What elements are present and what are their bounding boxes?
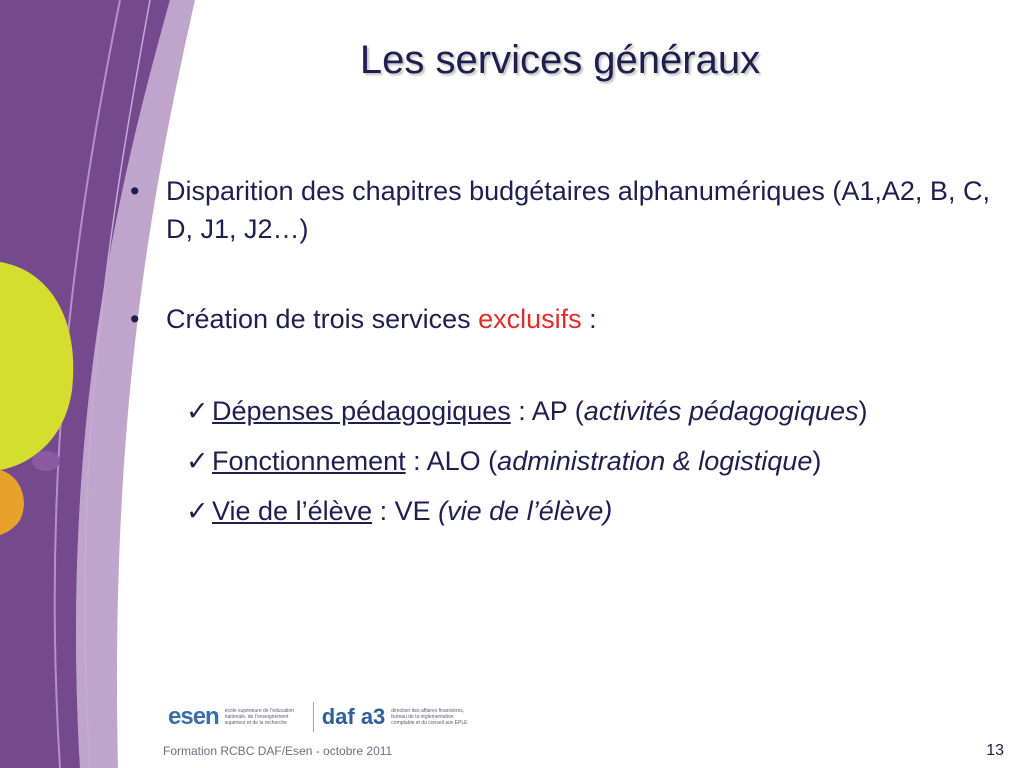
bullet-dot: • [130, 304, 140, 334]
check-icon: ✓ [186, 396, 209, 426]
footer-text: Formation RCBC DAF/Esen - octobre 2011 [163, 744, 393, 758]
purple-dot-shape [32, 451, 60, 471]
service-label: Fonctionnement [212, 446, 406, 476]
slide-title: Les services généraux [359, 38, 761, 82]
check-icon: ✓ [186, 496, 209, 526]
service-code: : VE [372, 496, 439, 526]
esen-logo: esen [168, 703, 219, 730]
bullet-text: Création de trois services [166, 304, 479, 334]
service-close: ) [858, 396, 868, 426]
service-item [130, 492, 1010, 530]
bullet-suffix: : [581, 304, 597, 334]
bullet-text: Disparition des chapitres budgétaires alphanumériques (A1,A2, B, C, D, J1, J2…) [166, 176, 990, 244]
bullet-item [130, 300, 1010, 338]
footer-logos [168, 702, 471, 732]
service-label: Dépenses pédagogiques [212, 396, 511, 426]
page-number: 13 [986, 742, 1004, 759]
bullet-item [130, 172, 1010, 248]
service-item [130, 442, 1010, 480]
service-description: (vie de l’élève) [438, 496, 613, 526]
service-item [130, 392, 1010, 430]
service-label: Vie de l’élève [212, 496, 373, 526]
check-icon: ✓ [186, 446, 209, 476]
service-code: : AP ( [510, 396, 584, 426]
daf-logo: daf a3 [321, 704, 386, 729]
service-list [130, 392, 1010, 530]
daf-logo-caption: direction des affaires financières, bureau de la réglementation comptable et du conseil aux EPLE [391, 708, 468, 726]
service-description: activités pédagogiques [583, 396, 859, 426]
logo-separator [313, 702, 314, 732]
slide-content [130, 172, 1010, 530]
service-close: ) [812, 446, 822, 476]
esen-logo-caption: école supérieure de l’éducation nationale, de l’enseignement supérieur et de la recherche [224, 708, 294, 726]
highlight-text: exclusifs [478, 304, 582, 334]
service-code: : ALO ( [405, 446, 498, 476]
service-description: administration & logistique [497, 446, 813, 476]
bullet-dot: • [130, 176, 140, 206]
